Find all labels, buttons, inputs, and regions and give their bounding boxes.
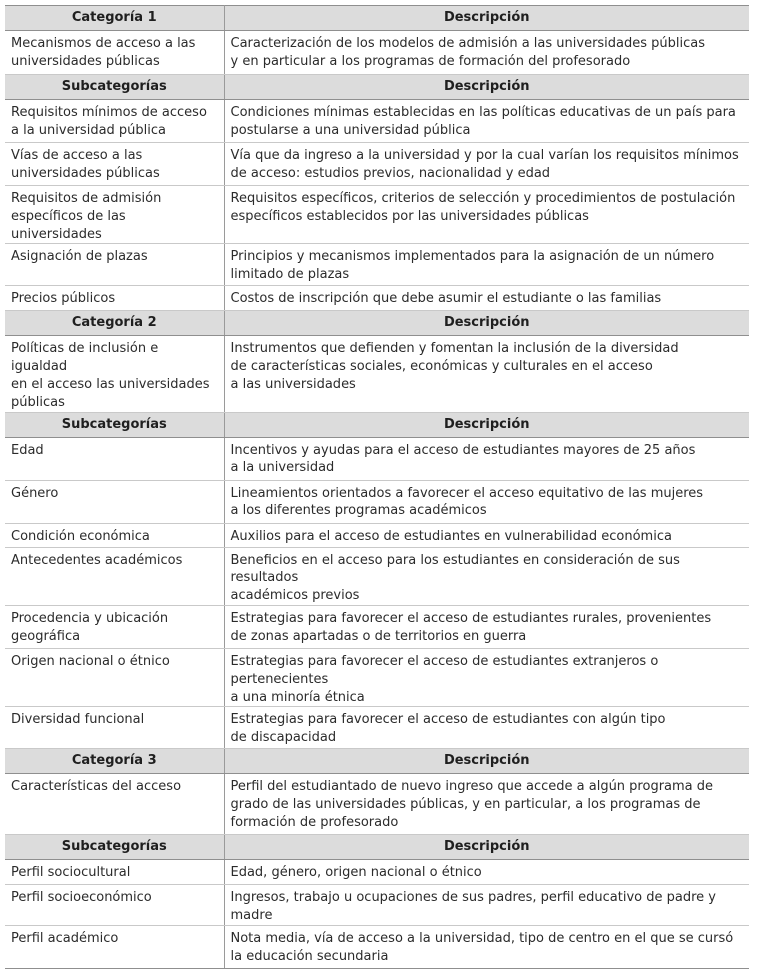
description-header: Descripción bbox=[224, 412, 749, 437]
table-row bbox=[5, 885, 749, 926]
table-row bbox=[5, 605, 749, 648]
subcategory-name: Perfil académico bbox=[5, 925, 224, 968]
subcategory-description: Lineamientos orientados a favorecer el acceso equitativo de las mujeres a los diferentes programas académicos bbox=[224, 480, 749, 523]
description-header: Descripción bbox=[224, 6, 749, 31]
subcategory-name: Diversidad funcional bbox=[5, 707, 224, 749]
category-header-row bbox=[5, 6, 749, 31]
subcategory-name: Requisitos mínimos de acceso a la universidad pública bbox=[5, 100, 224, 143]
category-header-row bbox=[5, 311, 749, 336]
table-row bbox=[5, 244, 749, 286]
category-name: Características del acceso bbox=[5, 774, 224, 835]
description-header: Descripción bbox=[224, 835, 749, 860]
subcategory-label: Subcategorías bbox=[5, 835, 224, 860]
subcategory-name: Género bbox=[5, 480, 224, 523]
category-description: Instrumentos que defienden y fomentan la inclusión de la diversidad de características sociales, económicas y culturales en el acceso a las universidades bbox=[224, 336, 749, 412]
category-name: Mecanismos de acceso a las universidades públicas bbox=[5, 31, 224, 75]
subcategory-description: Auxilios para el acceso de estudiantes en vulnerabilidad económica bbox=[224, 523, 749, 547]
category-description: Perfil del estudiantado de nuevo ingreso que accede a algún programa de grado de las universidades públicas, y en particular, a los programas de formación de profesorado bbox=[224, 774, 749, 835]
subcategory-description: Vía que da ingreso a la universidad y por la cual varían los requisitos mínimos de acceso: estudios previos, nacionalidad y edad bbox=[224, 143, 749, 186]
subcategory-description: Requisitos específicos, criterios de selección y procedimientos de postulación específicos establecidos por las universidades públicas bbox=[224, 186, 749, 244]
subcategory-header-row bbox=[5, 835, 749, 860]
table-row bbox=[5, 100, 749, 143]
category-row bbox=[5, 774, 749, 835]
table-row bbox=[5, 437, 749, 480]
subcategory-description: Nota media, vía de acceso a la universidad, tipo de centro en el que se cursó la educación secundaria bbox=[224, 925, 749, 968]
category-row bbox=[5, 336, 749, 412]
subcategory-description: Estrategias para favorecer el acceso de estudiantes extranjeros o pertenecientes a una minoría étnica bbox=[224, 648, 749, 706]
category-header-row bbox=[5, 749, 749, 774]
table-row bbox=[5, 648, 749, 706]
subcategory-name: Perfil socioeconómico bbox=[5, 885, 224, 926]
table-row bbox=[5, 186, 749, 244]
subcategory-name: Precios públicos bbox=[5, 286, 224, 311]
subcategory-header-row bbox=[5, 75, 749, 100]
table-row bbox=[5, 143, 749, 186]
subcategory-description: Ingresos, trabajo u ocupaciones de sus padres, perfil educativo de padre y madre bbox=[224, 885, 749, 926]
description-header: Descripción bbox=[224, 311, 749, 336]
description-header: Descripción bbox=[224, 749, 749, 774]
subcategory-label: Subcategorías bbox=[5, 75, 224, 100]
subcategory-name: Origen nacional o étnico bbox=[5, 648, 224, 706]
subcategory-description: Principios y mecanismos implementados para la asignación de un número limitado de plazas bbox=[224, 244, 749, 286]
category-row bbox=[5, 31, 749, 75]
categories-table bbox=[5, 5, 749, 969]
table-row bbox=[5, 286, 749, 311]
subcategory-label: Subcategorías bbox=[5, 412, 224, 437]
description-header: Descripción bbox=[224, 75, 749, 100]
subcategory-description: Incentivos y ayudas para el acceso de estudiantes mayores de 25 años a la universidad bbox=[224, 437, 749, 480]
subcategory-description: Edad, género, origen nacional o étnico bbox=[224, 860, 749, 885]
subcategory-name: Antecedentes académicos bbox=[5, 547, 224, 605]
subcategory-name: Edad bbox=[5, 437, 224, 480]
table-row bbox=[5, 707, 749, 749]
subcategory-name: Vías de acceso a las universidades públicas bbox=[5, 143, 224, 186]
subcategory-description: Beneficios en el acceso para los estudiantes en consideración de sus resultados académicos previos bbox=[224, 547, 749, 605]
subcategory-name: Condición económica bbox=[5, 523, 224, 547]
subcategory-description: Estrategias para favorecer el acceso de estudiantes rurales, provenientes de zonas apartadas o de territorios en guerra bbox=[224, 605, 749, 648]
subcategory-description: Costos de inscripción que debe asumir el estudiante o las familias bbox=[224, 286, 749, 311]
table-row bbox=[5, 925, 749, 968]
category-label: Categoría 1 bbox=[5, 6, 224, 31]
subcategory-name: Perfil sociocultural bbox=[5, 860, 224, 885]
category-description: Caracterización de los modelos de admisión a las universidades públicas y en particular a los programas de formación del profesorado bbox=[224, 31, 749, 75]
subcategory-header-row bbox=[5, 412, 749, 437]
table-row bbox=[5, 860, 749, 885]
table-row bbox=[5, 547, 749, 605]
subcategory-description: Condiciones mínimas establecidas en las políticas educativas de un país para postularse a una universidad pública bbox=[224, 100, 749, 143]
category-name: Políticas de inclusión e igualdad en el acceso las universidades públicas bbox=[5, 336, 224, 412]
category-label: Categoría 2 bbox=[5, 311, 224, 336]
table-row bbox=[5, 523, 749, 547]
subcategory-name: Procedencia y ubicación geográfica bbox=[5, 605, 224, 648]
subcategory-name: Asignación de plazas bbox=[5, 244, 224, 286]
category-label: Categoría 3 bbox=[5, 749, 224, 774]
table-row bbox=[5, 480, 749, 523]
subcategory-description: Estrategias para favorecer el acceso de estudiantes con algún tipo de discapacidad bbox=[224, 707, 749, 749]
subcategory-name: Requisitos de admisión específicos de las universidades bbox=[5, 186, 224, 244]
